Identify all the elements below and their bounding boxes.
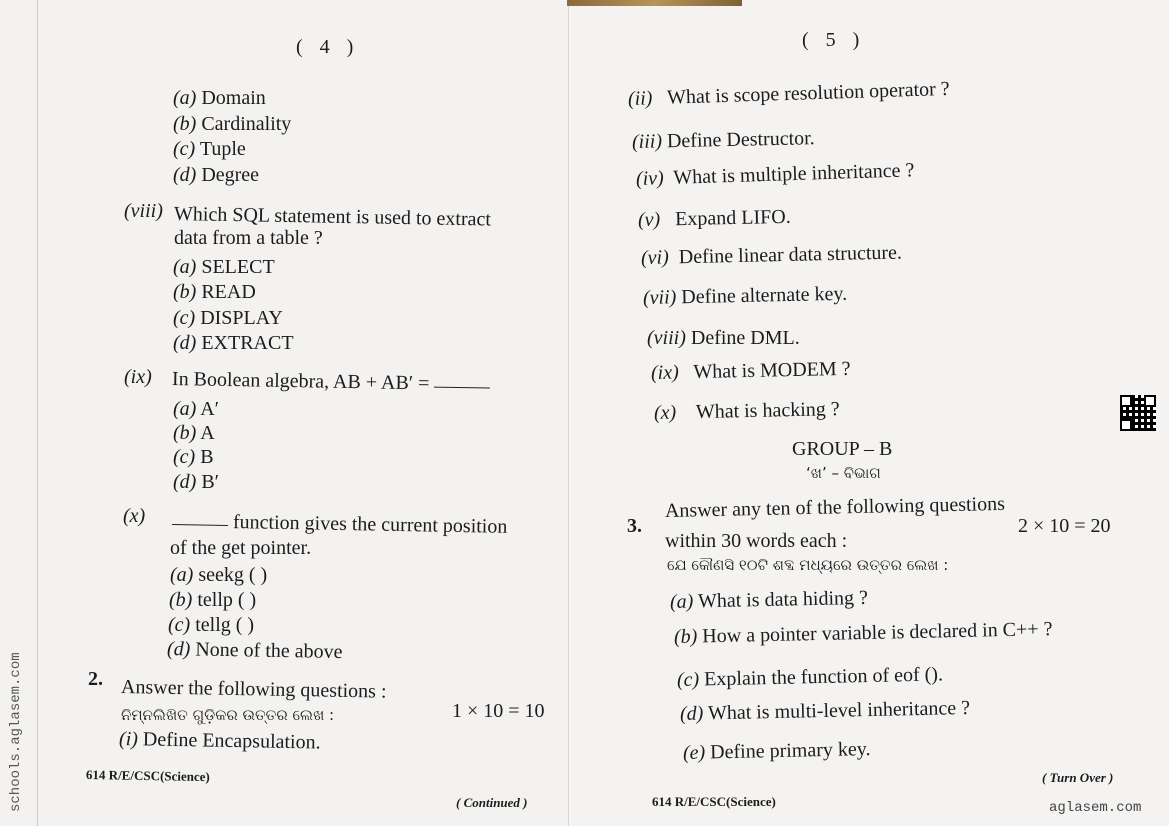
option-row: (a) seekg ( ): [170, 564, 268, 586]
sub-question: (iii) Define Destructor.: [631, 127, 815, 153]
sub-question: (e) Define primary key.: [682, 738, 871, 764]
page-edge-line: [37, 0, 38, 826]
option-row: (b) A: [173, 422, 215, 444]
sub-question: (b) How a pointer variable is declared in C++ ?: [673, 618, 1053, 648]
sub-question: (ix) What is MODEM ?: [650, 357, 851, 384]
watermark-vertical: schools.aglasem.com: [8, 652, 24, 812]
sub-question: (x) What is hacking ?: [653, 398, 840, 424]
sub-question: (iv) What is multiple inheritance ?: [635, 159, 915, 190]
odia-instruction: ନିମ୍ନଲିଖିତ ଗୁଡ଼ିକର ଉତ୍ତର ଲେଖ :: [121, 706, 335, 724]
page-number-left: ( 4 ): [296, 36, 360, 58]
sub-question: (c) Explain the function of eof ().: [676, 663, 944, 691]
paper-code-left: 614 R/E/CSC(Science): [85, 767, 210, 785]
continued-note: ( Continued ): [456, 795, 528, 810]
group-title-odia: ‘ଖ’ – ବିଭାଗ: [806, 464, 881, 482]
group-title: GROUP – B: [792, 438, 893, 460]
option-row: (c) DISPLAY: [173, 307, 283, 329]
sub-question: (v) Expand LIFO.: [637, 205, 791, 231]
option-row: (d) B′: [173, 471, 220, 493]
turn-over-note: ( Turn Over ): [1042, 770, 1114, 785]
option-row: (a) SELECT: [173, 256, 275, 278]
option-row: (b) tellp ( ): [169, 589, 257, 611]
sub-question: (vii) Define alternate key.: [642, 282, 848, 309]
paper-code-right: 614 R/E/CSC(Science): [652, 794, 776, 809]
watermark-horizontal: aglasem.com: [1049, 800, 1142, 816]
sub-question: (viii) Define DML.: [647, 327, 800, 349]
option-row: (a) A′: [173, 398, 220, 420]
question-text: In Boolean algebra, AB + AB′ =: [172, 368, 491, 397]
option-row: (b) Cardinality: [173, 113, 292, 135]
marks: 1 × 10 = 10: [452, 700, 545, 722]
answer-blank: [434, 387, 490, 389]
option-row: (d) EXTRACT: [173, 332, 294, 354]
question-text: Answer the following questions :: [120, 676, 387, 703]
sub-question: (ii) What is scope resolution operator ?: [627, 77, 950, 110]
sub-question: (i) Define Encapsulation.: [118, 728, 321, 754]
odia-instruction: ଯେ କୌଣସି ୧୦ଟି ଶବ୍ଦ ମଧ୍ୟରେ ଉତ୍ତର ଲେଖ :: [667, 556, 949, 574]
question-text: of the get pointer.: [170, 537, 312, 559]
option-row: (d) Degree: [173, 164, 260, 186]
option-row: (a) Domain: [173, 87, 266, 109]
question-text: data from a table ?: [174, 227, 323, 249]
option-row: (b) READ: [173, 281, 256, 303]
question-text: Which SQL statement is used to extract: [173, 203, 492, 231]
book-binding-strip: [567, 0, 742, 6]
sub-question: (a) What is data hiding ?: [669, 586, 869, 613]
question-text: function gives the current position: [172, 510, 508, 539]
option-row: (c) B: [173, 446, 214, 468]
option-row: (c) Tuple: [173, 138, 246, 160]
question-text: Answer any ten of the following questions: [664, 492, 1006, 522]
qr-code: [1120, 395, 1156, 431]
option-row: (d) None of the above: [166, 638, 343, 664]
sub-question: (d) What is multi-level inheritance ?: [679, 696, 971, 725]
option-row: (c) tellg ( ): [168, 614, 255, 636]
sub-question: (vi) Define linear data structure.: [640, 241, 903, 269]
marks: 2 × 10 = 20: [1018, 515, 1111, 537]
answer-blank: [172, 524, 228, 526]
question-text: within 30 words each :: [665, 530, 848, 552]
page-number-right: ( 5 ): [802, 29, 866, 51]
